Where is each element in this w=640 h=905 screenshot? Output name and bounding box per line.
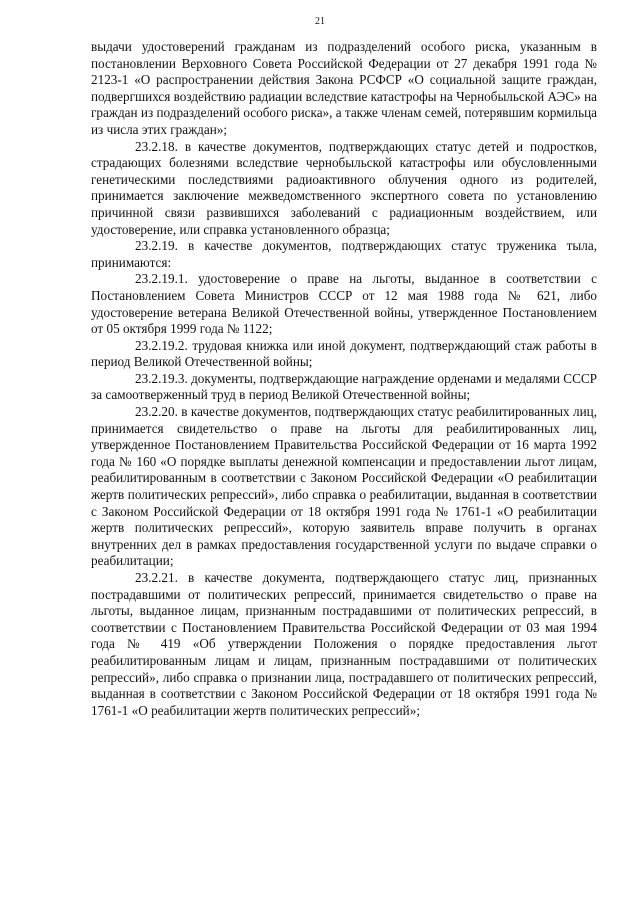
paragraph-23-2-19-2: 23.2.19.2. трудовая книжка или иной документ, подтверждающий стаж работы в период Великой Отечественной войны;	[91, 337, 597, 370]
document-body	[91, 39, 597, 719]
paragraph-23-2-19: 23.2.19. в качестве документов, подтверждающих статус труженика тыла, принимаются:	[91, 238, 597, 270]
paragraph-23-2-19-1: 23.2.19.1. удостоверение о праве на льготы, выданное в соответствии с Постановлением Совета Министров СССР от 12 мая 1988 года № 621, либо удостоверение ветерана Великой Отечественной войны, утвержденное Постановлением от 05 октября 1999 года № 1122;	[91, 271, 597, 337]
paragraph-23-2-21: 23.2.21. в качестве документа, подтверждающего статус лиц, признанных пострадавшими от политических репрессий, принимается свидетельство о праве на льготы, выданное лицам, признанным пострадавшими от политических репрессий, в соответствии с Постановлением Правительства Российской Федерации от 03 мая 1994 года № 419 «Об утверждении Положения о порядке предоставления льгот реабилитированным лицам и лицам, признанным пострадавшими от политических репрессий», либо справка о признании лица, пострадавшего от политических репрессий, выданная в соответствии с Законом Российской Федерации от 18 октября 1991 года № 1761-1 «О реабилитации жертв политических репрессий»;	[91, 570, 597, 718]
paragraph-continuation: выдачи удостоверений гражданам из подразделений особого риска, указанным в постановлении Верховного Совета Российской Федерации от 27 декабря 1991 года № 2123-1 «О распространении действия Закона РСФСР «О социальной защите граждан, подвергшихся воздействию радиации вследствие катастрофы на Чернобыльской АЭС» на граждан из подразделений особого риска», а также членам семей, потерявшим кормильца из числа этих граждан»;	[91, 39, 597, 137]
page-number: 21	[315, 16, 325, 27]
paragraph-23-2-19-3: 23.2.19.3. документы, подтверждающие награждение орденами и медалями СССР за самоотверженный труд в период Великой Отечественной войны;	[91, 370, 597, 403]
paragraph-23-2-20: 23.2.20. в качестве документов, подтверждающих статус реабилитированных лиц, принимается свидетельство о праве на льготы для реабилитированных лиц, утвержденное Постановлением Правительства Российской Федерации от 16 марта 1992 года № 160 «О порядке выплаты денежной компенсации и предоставлении льгот лицам, реабилитированным в соответствии с Законом Российской Федерации «О реабилитации жертв политических репрессий», либо справка о реабилитации, выданная в соответствии с Законом Российской Федерации от 18 октября 1991 года № 1761-1 «О реабилитации жертв политических репрессий», которую заявитель вправе получить в органах внутренних дел в рамках предоставления государственной услуги по выдаче справки о реабилитации;	[91, 404, 597, 569]
paragraph-23-2-18: 23.2.18. в качестве документов, подтверждающих статус детей и подростков, страдающих болезнями вследствие чернобыльской катастрофы или обусловленными генетическими последствиями радиоактивного облучения одного из родителей, принимается заключение межведомственного экспертного совета по установлению причинной связи развившихся заболеваний с радиационным воздействием, или удостоверение, или справка установленного образца;	[91, 138, 597, 237]
